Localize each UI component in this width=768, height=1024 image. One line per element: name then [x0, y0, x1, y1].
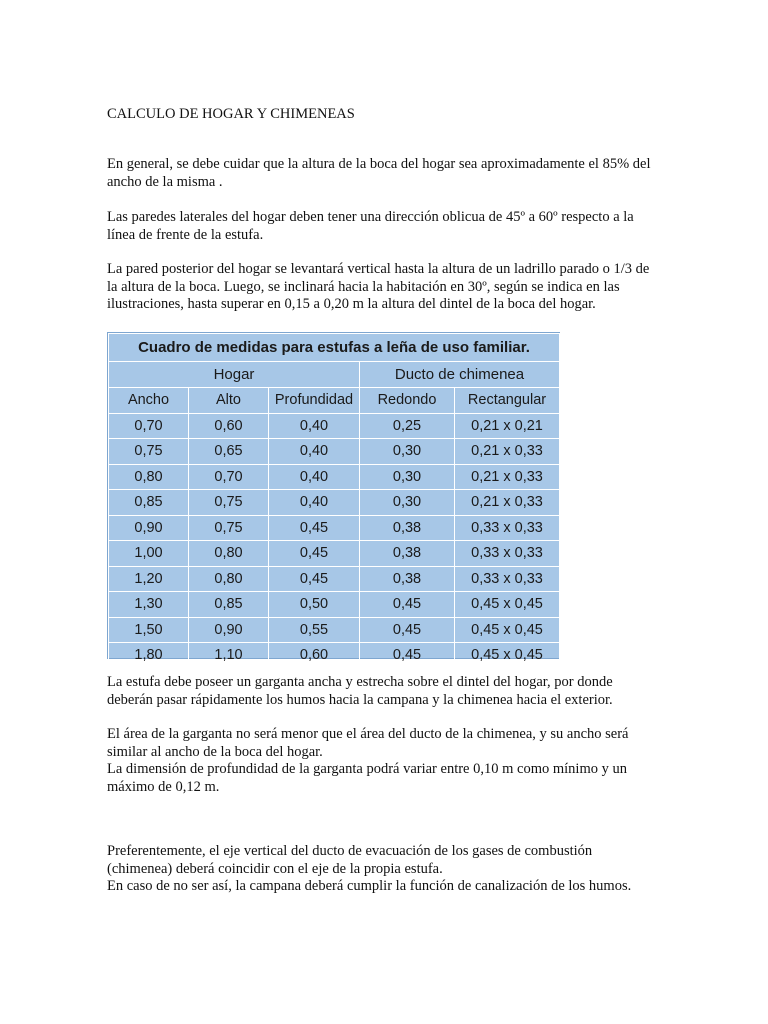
paragraph-side-walls: [107, 209, 659, 244]
table-row: [109, 643, 560, 669]
paragraph-throat-area: [107, 726, 659, 796]
column-header-redondo: Redondo: [360, 388, 455, 414]
table-cell: 0,45 x 0,45: [455, 617, 560, 643]
table-cell: 0,80: [189, 566, 269, 592]
column-header-alto: Alto: [189, 388, 269, 414]
table-cell: 0,75: [109, 439, 189, 465]
table-cell: 1,50: [109, 617, 189, 643]
table-cell: 0,33 x 0,33: [455, 541, 560, 567]
table-caption: Cuadro de medidas para estufas a leña de uso familiar.: [109, 334, 560, 362]
table-cell: 1,00: [109, 541, 189, 567]
table-cell: 0,85: [189, 592, 269, 618]
paragraph-text: En caso de no ser así, la campana deberá cumplir la función de canalización de los humos.: [107, 878, 632, 894]
table-cell: 0,85: [109, 490, 189, 516]
table-cell: 0,38: [360, 566, 455, 592]
table-cell: 0,80: [109, 464, 189, 490]
table-row: [109, 566, 560, 592]
table-cell: 1,30: [109, 592, 189, 618]
table-cell: 0,70: [109, 413, 189, 439]
table-row: [109, 617, 560, 643]
table-cell: 0,40: [269, 439, 360, 465]
table-cell: 0,60: [189, 413, 269, 439]
measures-table-container: [107, 332, 560, 664]
paragraph-text: La estufa debe poseer un garganta ancha y estrecha sobre el dintel del hogar, por donde deberán pasar rápidamente los humos hacia la campana y la chimenea hacia el exterior.: [107, 674, 613, 708]
table-row: [109, 541, 560, 567]
table-cell: 0,50: [269, 592, 360, 618]
table-cell: 0,30: [360, 490, 455, 516]
table-cell: 0,21 x 0,21: [455, 413, 560, 439]
table-cell: 0,45: [360, 617, 455, 643]
table-cell: 0,75: [189, 490, 269, 516]
paragraph-text: La dimensión de profundidad de la garganta podrá variar entre 0,10 m como mínimo y un máximo de 0,12 m.: [107, 761, 627, 795]
table-cell: 0,21 x 0,33: [455, 439, 560, 465]
paragraph-text: El área de la garganta no será menor que el área del ducto de la chimenea, y su ancho será similar al ancho de la boca del hogar.: [107, 726, 629, 760]
table-cell: 0,38: [360, 515, 455, 541]
table-cell: 0,30: [360, 464, 455, 490]
table-row: [109, 490, 560, 516]
document-title: CALCULO DE HOGAR Y CHIMENEAS: [107, 106, 355, 122]
table-cell: 0,75: [189, 515, 269, 541]
paragraph-throat: [107, 674, 659, 709]
table-cell: 0,40: [269, 490, 360, 516]
table-cell: 0,80: [189, 541, 269, 567]
table-cell: 0,38: [360, 541, 455, 567]
table-cell: 1,20: [109, 566, 189, 592]
group-header-hogar: Hogar: [109, 362, 360, 388]
paragraph-text: Preferentemente, el eje vertical del ducto de evacuación de los gases de combustión (chimenea) deberá coincidir con el eje de la propia estufa.: [107, 843, 593, 877]
table-cell: 0,45: [360, 592, 455, 618]
group-header-ducto: Ducto de chimenea: [360, 362, 560, 388]
table-row: [109, 515, 560, 541]
table-cell: 0,60: [269, 643, 360, 669]
paragraph-back-wall: [107, 261, 659, 314]
table-cell: 0,45: [360, 643, 455, 669]
column-header-ancho: Ancho: [109, 388, 189, 414]
table-cell: 0,45 x 0,45: [455, 643, 560, 669]
paragraph-mouth-height: [107, 156, 659, 191]
table-cell: 0,33 x 0,33: [455, 566, 560, 592]
table-cell: 0,90: [109, 515, 189, 541]
paragraph-text: Las paredes laterales del hogar deben tener una dirección oblicua de 45º a 60º respecto a la línea de frente de la estufa.: [107, 209, 634, 243]
table-cell: 0,45 x 0,45: [455, 592, 560, 618]
table-row: [109, 464, 560, 490]
table-cell: 0,33 x 0,33: [455, 515, 560, 541]
table-row: [109, 413, 560, 439]
table-cell: 1,10: [189, 643, 269, 669]
table-cell: 0,45: [269, 515, 360, 541]
table-cell: 0,70: [189, 464, 269, 490]
table-row: [109, 439, 560, 465]
table-cell: 0,90: [189, 617, 269, 643]
table-cell: 0,45: [269, 566, 360, 592]
measures-table: [108, 333, 560, 669]
paragraph-text: La pared posterior del hogar se levantará vertical hasta la altura de un ladrillo parado o 1/3 de la altura de la boca. Luego, se inclinará hacia la habitación en 30º, según se indica en las ilustraciones, hasta superar en 0,15 a 0,20 m la altura del dintel de la boca del hogar.: [107, 261, 650, 312]
table-cell: 0,30: [360, 439, 455, 465]
table-cell: 0,21 x 0,33: [455, 490, 560, 516]
paragraph-vertical-axis: [107, 843, 659, 896]
column-header-profundidad: Profundidad: [269, 388, 360, 414]
table-cell: 0,65: [189, 439, 269, 465]
column-header-rectangular: Rectangular: [455, 388, 560, 414]
table-cell: 0,45: [269, 541, 360, 567]
paragraph-text: En general, se debe cuidar que la altura de la boca del hogar sea aproximadamente el 85% del ancho de la misma .: [107, 156, 651, 190]
table-cell: 1,80: [109, 643, 189, 669]
table-cell: 0,55: [269, 617, 360, 643]
table-cell: 0,40: [269, 413, 360, 439]
table-cell: 0,25: [360, 413, 455, 439]
table-cell: 0,21 x 0,33: [455, 464, 560, 490]
table-cell: 0,40: [269, 464, 360, 490]
table-row: [109, 592, 560, 618]
